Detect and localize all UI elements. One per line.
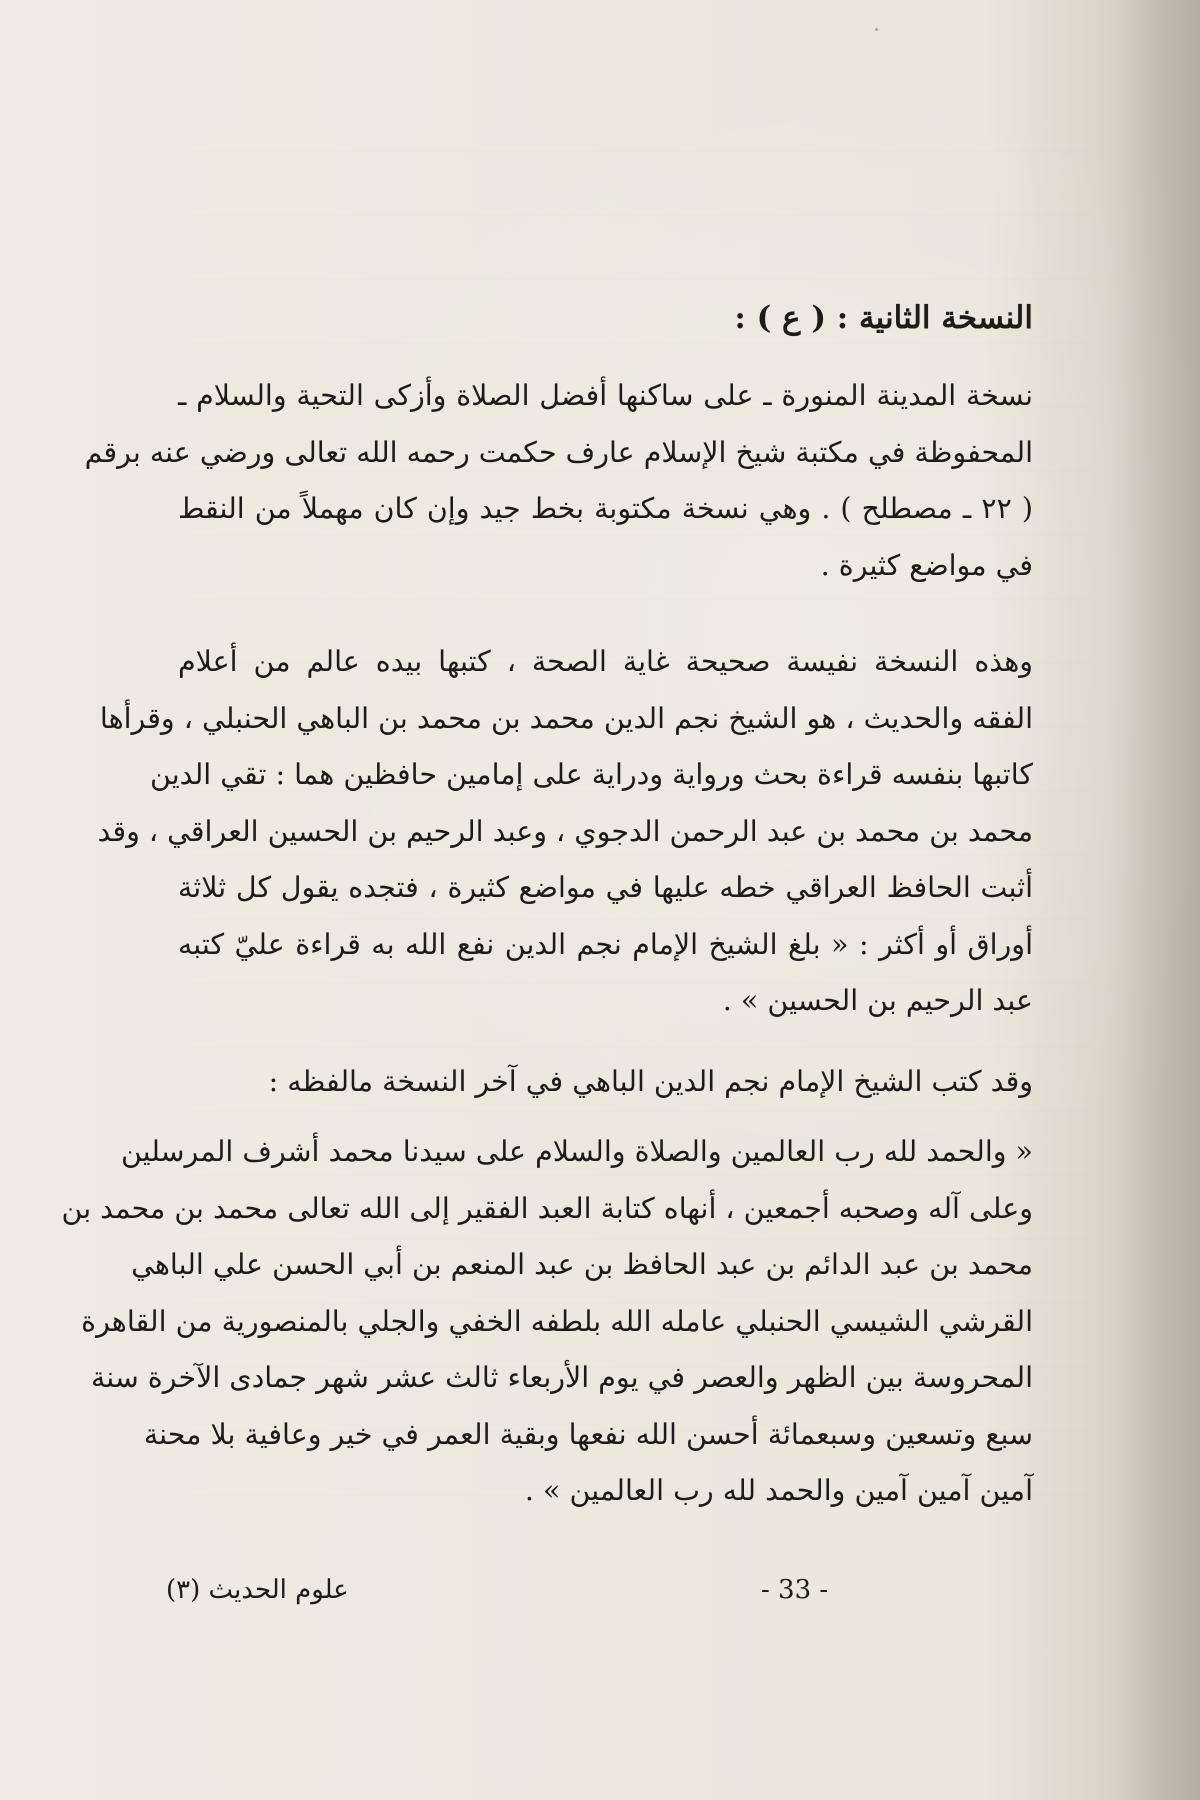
book-title: علوم الحديث (٣): [166, 1575, 349, 1605]
page-body: [61, 296, 1033, 1520]
page-number: - 33 -: [761, 1575, 829, 1605]
text-line: الفقه والحديث ، هو الشيخ نجم الدين محمد بن محمد بن الباهي الحنبلي ، وقرأها: [99, 701, 1033, 735]
text-line: « والحمد لله رب العالمين والصلاة والسلام على سيدنا محمد أشرف المرسلين: [120, 1135, 1033, 1168]
text-line: وقد كتب الشيخ الإمام نجم الدين الباهي في آخر النسخة مالفظه :: [268, 1064, 1033, 1098]
text-line: كاتبها بنفسه قراءة بحث ورواية ودراية على إمامين حافظين هما : تقي الدين: [150, 758, 1033, 791]
paragraph-quotation: [61, 1124, 1033, 1520]
text-line: المحفوظة في مكتبة شيخ الإسلام عارف حكمت رحمه الله تعالى ورضي عنه برقم: [84, 435, 1033, 469]
text-line: المحروسة بين الظهر والعصر في يوم الأربعاء ثالث عشر شهر جمادى الآخرة سنة: [90, 1361, 1033, 1394]
text-line: محمد بن عبد الدائم بن عبد الحافظ بن عبد المنعم بن أبي الحسن علي الباهي: [131, 1248, 1033, 1281]
text-line: ( ٢٢ ـ مصطلح ) . وهي نسخة مكتوبة بخط جيد وإن كان مهملاً من النقط: [178, 492, 1033, 525]
text-line: محمد بن محمد بن عبد الرحمن الدجوي ، وعبد الرحيم بن الحسين العراقي ، وقد: [97, 814, 1033, 848]
text-line: أثبت الحافظ العراقي خطه عليها في مواضع كثيرة ، فتجده يقول كل ثلاثة: [178, 871, 1033, 904]
paper-speck: [875, 28, 878, 31]
text-line: القرشي الشيسي الحنبلي عامله الله بلطفه الخفي والجلي بالمنصورية من القاهرة: [81, 1304, 1033, 1338]
paragraph-manuscript-value: [97, 634, 1033, 1030]
text-line: وهذه النسخة نفيسة صحيحة غاية الصحة ، كتبها بيده عالم من أعلام: [178, 645, 1033, 678]
text-line: نسخة المدينة المنورة ـ على ساكنها أفضل الصلاة وأزكى التحية والسلام ـ: [178, 379, 1033, 412]
text-line: عبد الرحيم بن الحسين » .: [722, 984, 1033, 1017]
page-footer: [166, 1572, 1006, 1617]
text-line: آمين آمين آمين والحمد لله رب العالمين » .: [524, 1474, 1033, 1507]
text-line: وعلى آله وصحبه أجمعين ، أنهاه كتابة العبد الفقير إلى الله تعالى محمد بن محمد بن: [61, 1191, 1033, 1225]
paragraph-introduction: [178, 1054, 1033, 1111]
section-heading: النسخة الثانية : ( ع ) :: [734, 300, 1033, 336]
text-line: أوراق أو أكثر : « بلغ الشيخ الإمام نجم الدين نفع الله به قراءة عليّ كتبه: [178, 927, 1033, 961]
text-line: في مواضع كثيرة .: [820, 548, 1033, 582]
paragraph-manuscript-description: [84, 368, 1033, 594]
text-line: سبع وتسعين وسبعمائة أحسن الله نفعها وبقية العمر في خير وعافية بلا محنة: [143, 1417, 1033, 1451]
